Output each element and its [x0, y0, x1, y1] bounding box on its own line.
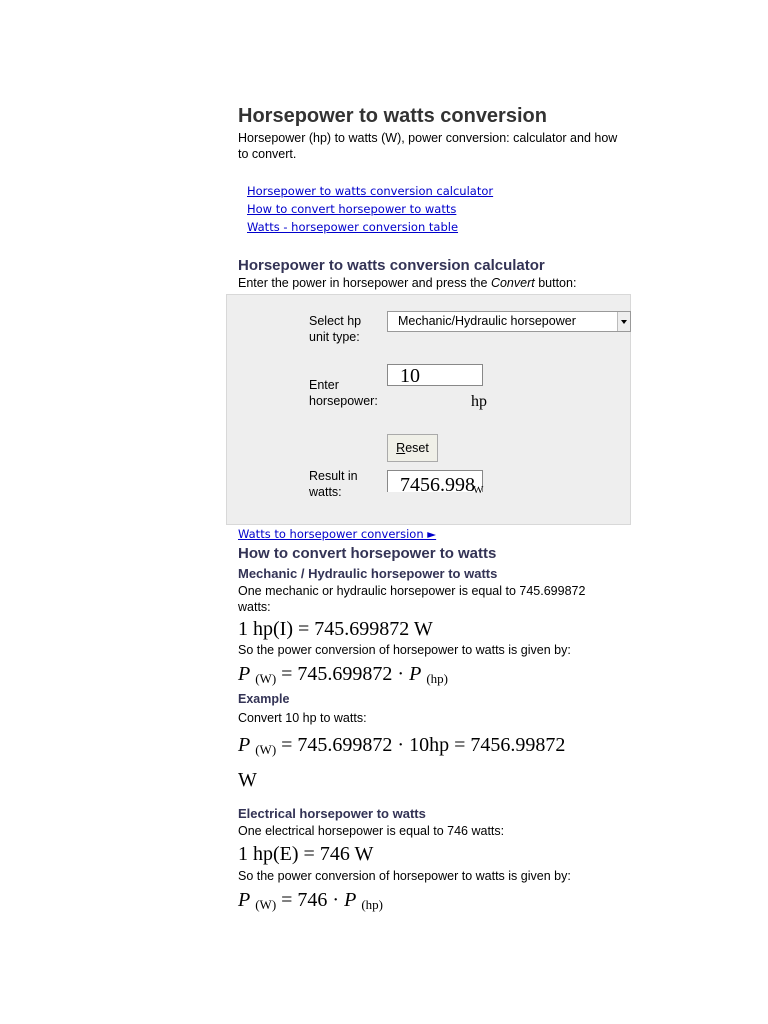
- example-formula-unit: W: [238, 769, 257, 791]
- formula-symbol-p: P: [238, 663, 251, 685]
- instruction-convert-word: Convert: [490, 276, 535, 290]
- toc-link-conversion-table[interactable]: Watts - horsepower conversion table: [247, 220, 459, 234]
- toc-item: [247, 218, 493, 234]
- electrical-formula-2: [238, 889, 383, 913]
- formula-symbol-p: P: [238, 889, 251, 911]
- formula-middle: = 745.699872 ·: [276, 663, 410, 685]
- electrical-text-2: So the power conversion of horsepower to watts is given by:: [238, 869, 571, 883]
- mechanic-text-2: So the power conversion of horsepower to watts is given by:: [238, 643, 571, 657]
- unit-type-label: Select hp unit type:: [309, 314, 362, 344]
- mechanic-formula-2: [238, 663, 448, 687]
- mechanic-heading: Mechanic / Hydraulic horsepower to watts: [238, 566, 498, 581]
- reset-label-rest: eset: [405, 441, 429, 455]
- formula-subscript: (W): [255, 897, 277, 912]
- page-title: Horsepower to watts conversion: [238, 105, 547, 127]
- electrical-formula-1: 1 hp(E) = 746 W: [238, 843, 374, 865]
- example-heading: Example: [238, 692, 290, 706]
- formula-subscript: (hp): [426, 671, 448, 686]
- reset-button[interactable]: [387, 434, 438, 462]
- toc-link-calculator[interactable]: Horsepower to watts conversion calculator: [247, 184, 494, 198]
- mechanic-formula-1: 1 hp(I) = 745.699872 W: [238, 618, 433, 640]
- toc-item: [247, 200, 493, 216]
- formula-subscript: (W): [255, 671, 277, 686]
- calculator-heading: Horsepower to watts conversion calculator: [238, 257, 545, 274]
- enter-horsepower-label: Enter horsepower:: [309, 378, 378, 408]
- instruction-text-end: button:: [534, 276, 577, 290]
- toc-item: [247, 182, 493, 198]
- formula-symbol-p: P: [344, 889, 357, 911]
- mechanic-text: One mechanic or hydraulic horsepower is equal to 745.699872 watts:: [238, 584, 586, 614]
- intro-text: Horsepower (hp) to watts (W), power conversion: calculator and how to convert.: [238, 131, 618, 161]
- example-formula: [238, 730, 618, 795]
- unit-type-selected: Mechanic/Hydraulic horsepower: [398, 314, 576, 328]
- watts-to-horsepower-link[interactable]: Watts to horsepower conversion ►: [238, 527, 437, 541]
- result-label: Result in watts:: [309, 469, 358, 499]
- example-formula-rest: = 745.699872 · 10hp = 7456.99872: [276, 734, 566, 756]
- formula-symbol-p: P: [238, 734, 251, 756]
- dropdown-arrow-icon[interactable]: [617, 312, 630, 331]
- formula-middle: = 746 ·: [276, 889, 345, 911]
- electrical-heading: Electrical horsepower to watts: [238, 806, 426, 821]
- calculator-instruction: [238, 275, 618, 291]
- reset-accesskey: R: [396, 441, 406, 455]
- horsepower-input[interactable]: 10: [387, 364, 483, 386]
- example-text: Convert 10 hp to watts:: [238, 711, 367, 725]
- howto-heading: How to convert horsepower to watts: [238, 545, 497, 562]
- result-unit: W: [473, 484, 484, 496]
- formula-subscript: (hp): [361, 897, 383, 912]
- formula-symbol-p: P: [409, 663, 422, 685]
- formula-subscript: (W): [255, 742, 277, 757]
- table-of-contents: [247, 182, 493, 236]
- unit-type-select[interactable]: [387, 311, 631, 332]
- toc-link-how-to-convert[interactable]: How to convert horsepower to watts: [247, 202, 457, 216]
- result-output[interactable]: 7456.998: [387, 470, 483, 492]
- horsepower-unit: hp: [471, 393, 487, 410]
- electrical-text: One electrical horsepower is equal to 746 watts:: [238, 824, 505, 838]
- instruction-text: Enter the power in horsepower and press the: [238, 276, 491, 290]
